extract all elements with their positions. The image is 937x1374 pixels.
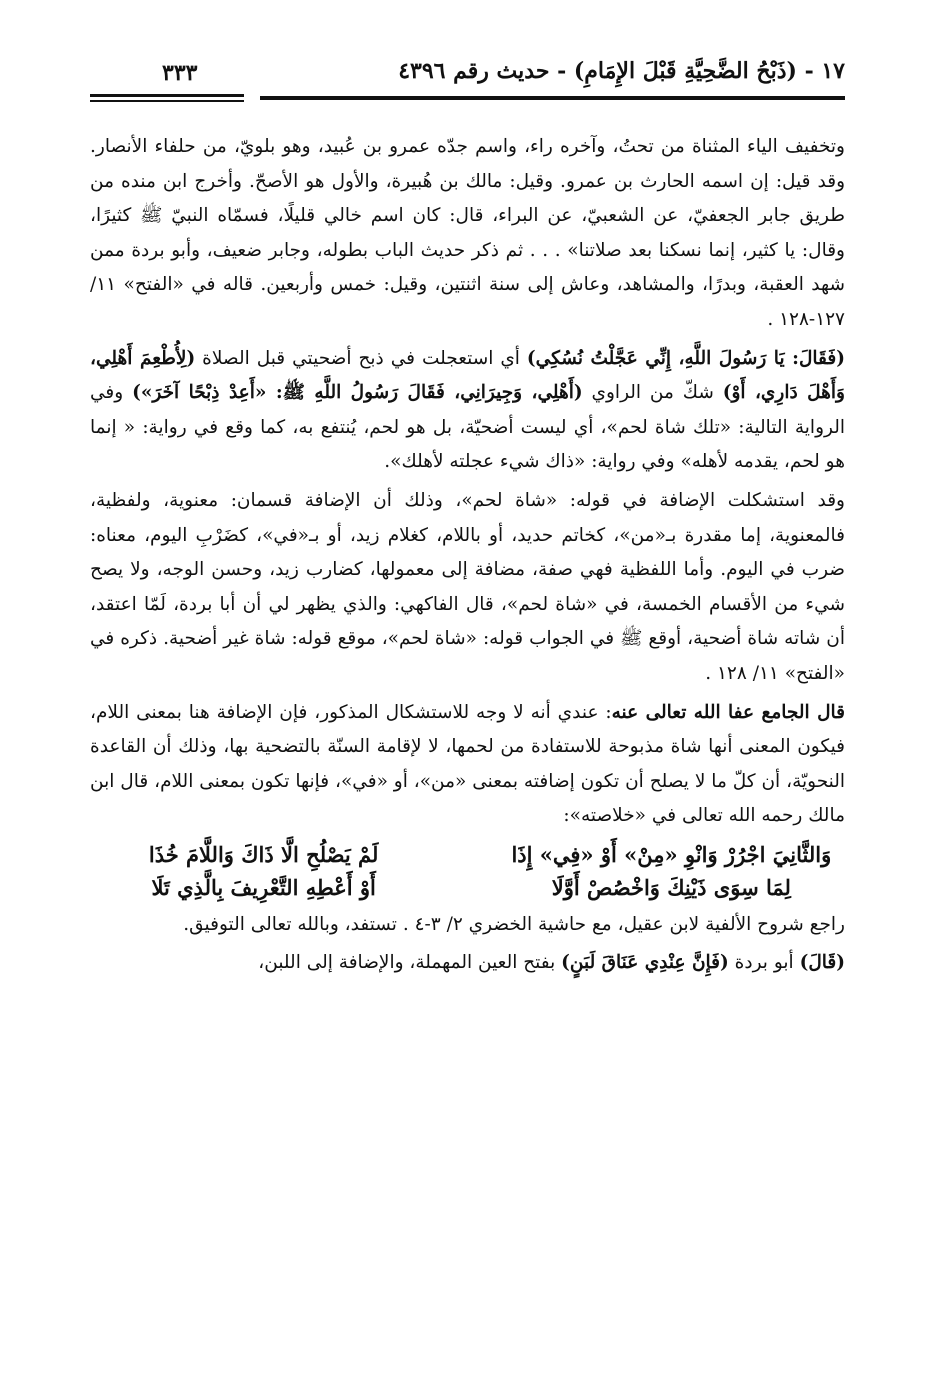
paragraph-list — [90, 130, 845, 834]
text-segment: أبو بردة — [728, 952, 800, 974]
bold-text-segment: (فَإِنَّ عِنْدِي عَنَاقَ لَبَنٍ) — [561, 952, 729, 974]
text-segment: وتخفيف الياء المثناة من تحتُ، وآخره راء، واسم جدّه عمرو بن عُبيد، وهو بلويّ، من حلفاء الأنصار. وقد قيل: إن اسمه الحارث بن عمرو. وقيل: مالك بن هُبيرة، والأول هو الأصحّ. وأخرج ابن منده من طريق جابر الجعفيّ، عن الشعبيّ، عن البراء، قال: كان اسم خالي قليلًا، فسمّاه النبيّ ﷺ كثيرًا، وقال: يا كثير، إنما نسكنا بعد صلاتنا» . . . ثم ذكر حديث الباب بطوله، وجابر ضعيف، وأبو بردة ممن شهد العقبة، وبدرًا، والمشاهد، وعاش إلى سنة اثنتين، وقيل: خمس وأربعين. قاله في «الفتح» ١١/ ١٢٧-١٢٨ . — [90, 136, 845, 330]
page-body — [90, 130, 845, 981]
running-header — [90, 52, 845, 110]
paragraph — [90, 946, 845, 981]
verse-second-hemistich: لَمْ يَصْلُحِ الَّا ذَاكَ وَاللَّامَ خُذَا — [148, 841, 379, 867]
header-rule-short-top — [90, 94, 244, 97]
verse-first-hemistich: لِمَا سِوَى ذَيْنِكَ وَاخْصُصْ أَوَّلَا — [551, 874, 791, 900]
text-segment: وقد استشكلت الإضافة في قوله: «شاة لحم»، وذلك أن الإضافة قسمان: معنوية، ولفظية، فالمعنوية، إما مقدرة بـ«من»، كخاتم حديد، أو باللام، كغلام زيد، أو بـ«في»، كضَرْبِ اليوم، معناه: ضرب في اليوم. وأما اللفظية فهي صفة، مضافة إلى معمولها، كضارب زيد، وحسن الوجه، ولا يصح شيء من الأقسام الخمسة، في «شاة لحم»، قال الفاكهي: والذي يظهر لي أن أبا بردة، لَمّا اعتقد، أن شاته شاة أضحية، أوقع ﷺ في الجواب قوله: «شاة لحم»، موقع قوله: شاة غير أضحية. ذكره في «الفتح» ١١/ ١٢٨ . — [90, 489, 845, 684]
header-rule-short-bottom — [90, 100, 244, 102]
text-segment: شكّ من الراوي — [582, 382, 723, 404]
verse-second-hemistich: أَوْ أَعْطِهِ التَّعْرِيفَ بِالَّذِي تَلَا — [151, 874, 376, 900]
paragraph — [90, 484, 845, 692]
bold-text-segment: (قَالَ) — [799, 952, 845, 974]
verse-block — [90, 842, 845, 900]
verse-line — [90, 842, 845, 867]
verse-line — [90, 875, 845, 900]
page-number: ٣٣٣ — [162, 60, 198, 86]
paragraph — [90, 908, 845, 943]
paragraph — [90, 342, 845, 480]
verse-first-hemistich: وَالثَّانِيَ اجْرُرْ وَانْوِ «مِنْ» أَوْ «فِي» إِذَا — [511, 841, 832, 867]
text-segment: أي استعجلت في ذبح أضحيتي قبل الصلاة — [195, 347, 527, 369]
header-title: ١٧ - (ذَبْحُ الضَّحِيَّةِ قَبْلَ الإِمَامِ) - حديث رقم ٤٣٩٦ — [398, 58, 845, 84]
paragraph — [90, 130, 845, 338]
text-segment: : عندي أنه لا وجه للاستشكال المذكور، فإن الإضافة هنا بمعنى اللام، فيكون المعنى أنها شاة مذبوحة للاستفادة من لحمها، لا لإقامة السنّة بالتضحية بها، وذلك أن القاعدة النحويّة، أن كلّ ما لا يصلح أن تكون إضافته بمعنى «من»، أو «في»، فإنها تكون بمعنى اللام، قال ابن مالك رحمه الله تعالى في «خلاصته»: — [90, 701, 845, 827]
text-segment: وفي الرواية التالية: «تلك شاة لحم»، أي ليست أضحيّة، بل هو لحم، يُنتفع به، كما وقع في رواية: « إنما هو لحم، يقدمه لأهله» وفي رواية: «ذاك شيء عجلته لأهلك». — [90, 382, 845, 473]
bold-text-segment: (لِأُطْعِمَ أَهْلِي، وَأَهْلَ دَارِي، أَوْ) — [90, 347, 845, 404]
paragraph-list-after-verses — [90, 908, 845, 981]
bold-text-segment: (فَقَالَ: يَا رَسُولَ اللَّهِ، إِنِّي عَجَّلْتُ نُسُكِي) — [526, 347, 845, 369]
bold-text-segment: (أَهْلِي، وَجِيرَانِي، فَقَالَ رَسُولُ اللَّهِ ﷺ: «أَعِدْ ذِبْحًا آخَرَ») — [132, 382, 583, 404]
text-segment: راجع شروح الألفية لابن عقيل، مع حاشية الخضري ٢/ ٣-٤ . تستفد، وبالله تعالى التوفيق. — [183, 913, 845, 935]
paragraph — [90, 696, 845, 834]
bold-text-segment: قال الجامع عفا الله تعالى عنه — [611, 701, 845, 723]
header-rule — [260, 96, 845, 100]
text-segment: بفتح العين المهملة، والإضافة إلى اللبن، — [258, 952, 562, 974]
